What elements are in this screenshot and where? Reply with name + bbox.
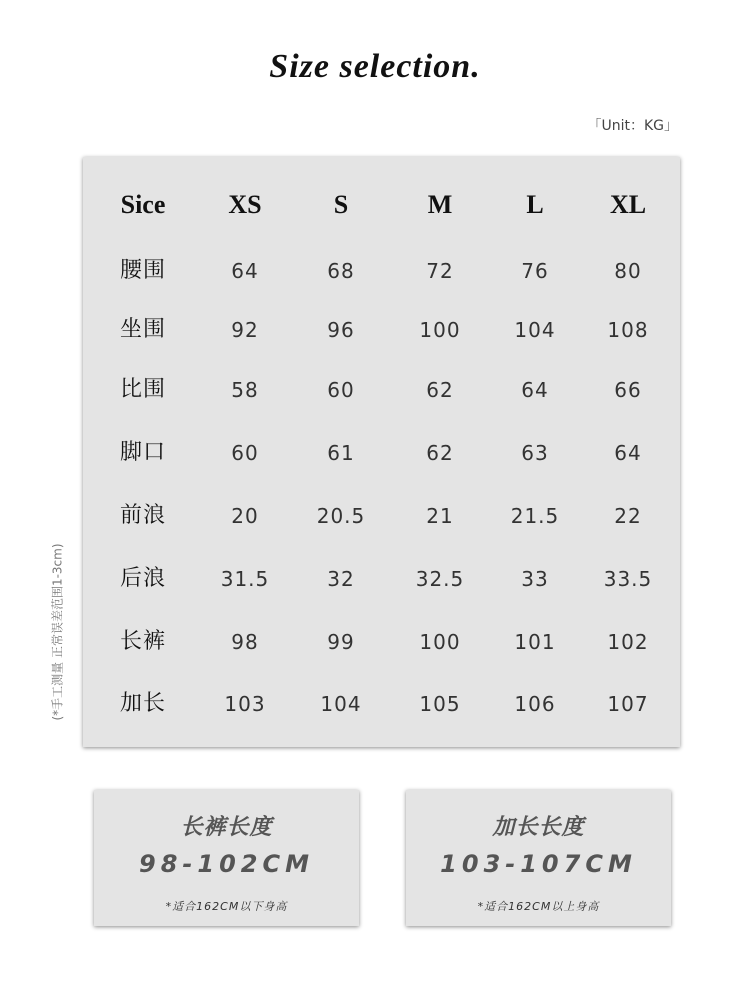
table-cell: 101 xyxy=(514,630,556,654)
unit-label: 「Unit：KG」 xyxy=(587,118,678,134)
header-cell: XL xyxy=(609,190,647,219)
table-cell: 68 xyxy=(327,259,355,283)
header-cell: L xyxy=(526,190,544,219)
size-chart-table xyxy=(83,157,680,747)
table-cell: 92 xyxy=(231,318,259,342)
row-label: 后浪 xyxy=(119,566,166,591)
table-cell: 104 xyxy=(514,318,556,342)
card-note: *适合162CM以上身高 xyxy=(477,900,600,913)
card-note: *适合162CM以下身高 xyxy=(165,900,288,913)
table-row xyxy=(83,310,680,350)
header-cell: XS xyxy=(228,190,262,219)
table-cell: 107 xyxy=(607,692,649,716)
table-cell: 100 xyxy=(419,630,461,654)
table-cell: 102 xyxy=(607,630,649,654)
measurement-note: (*手工测量 正常误差范围1-3cm) xyxy=(50,543,65,721)
page-title: Size selection. xyxy=(269,48,481,85)
row-label: 加长 xyxy=(119,691,166,716)
row-label: 前浪 xyxy=(119,503,166,528)
table-header-row xyxy=(83,185,680,225)
table-cell: 108 xyxy=(607,318,649,342)
header-cell: M xyxy=(427,190,453,219)
table-row xyxy=(83,433,680,473)
table-cell: 32 xyxy=(327,567,355,591)
table-cell: 62 xyxy=(426,441,454,465)
table-row xyxy=(83,559,680,599)
table-row xyxy=(83,251,680,291)
header-cell: S xyxy=(333,190,349,219)
table-cell: 33 xyxy=(521,567,549,591)
table-cell: 66 xyxy=(614,378,642,402)
table-row xyxy=(83,496,680,536)
table-cell: 33.5 xyxy=(603,567,653,591)
card-title: 长裤长度 xyxy=(180,815,273,840)
card-range: 98-102CM xyxy=(139,850,314,878)
row-label: 坐围 xyxy=(119,317,166,342)
table-cell: 64 xyxy=(521,378,549,402)
row-label: 脚口 xyxy=(119,440,166,465)
table-cell: 99 xyxy=(327,630,355,654)
header-cell: Sice xyxy=(120,190,166,219)
table-cell: 72 xyxy=(426,259,454,283)
table-cell: 62 xyxy=(426,378,454,402)
table-cell: 21 xyxy=(426,504,454,528)
card-title: 加长长度 xyxy=(492,815,585,840)
table-row xyxy=(83,370,680,410)
table-cell: 20.5 xyxy=(316,504,366,528)
table-cell: 76 xyxy=(521,259,549,283)
table-cell: 98 xyxy=(231,630,259,654)
table-cell: 106 xyxy=(514,692,556,716)
table-cell: 60 xyxy=(327,378,355,402)
table-cell: 21.5 xyxy=(510,504,560,528)
row-label: 比围 xyxy=(119,377,166,402)
table-cell: 64 xyxy=(614,441,642,465)
table-cell: 32.5 xyxy=(415,567,465,591)
table-cell: 60 xyxy=(231,441,259,465)
table-cell: 104 xyxy=(320,692,362,716)
table-cell: 22 xyxy=(614,504,642,528)
table-cell: 105 xyxy=(419,692,461,716)
row-label: 长裤 xyxy=(119,629,166,654)
row-label: 腰围 xyxy=(119,258,166,283)
card-range: 103-107CM xyxy=(440,850,637,878)
table-cell: 63 xyxy=(521,441,549,465)
table-cell: 20 xyxy=(231,504,259,528)
table-cell: 100 xyxy=(419,318,461,342)
table-row xyxy=(83,622,680,662)
table-cell: 103 xyxy=(224,692,266,716)
table-cell: 61 xyxy=(327,441,355,465)
table-row xyxy=(83,684,680,724)
regular-length-card xyxy=(94,790,359,926)
table-cell: 96 xyxy=(327,318,355,342)
extended-length-card xyxy=(406,790,671,926)
table-cell: 58 xyxy=(231,378,259,402)
table-cell: 31.5 xyxy=(220,567,270,591)
table-cell: 64 xyxy=(231,259,259,283)
table-cell: 80 xyxy=(614,259,642,283)
